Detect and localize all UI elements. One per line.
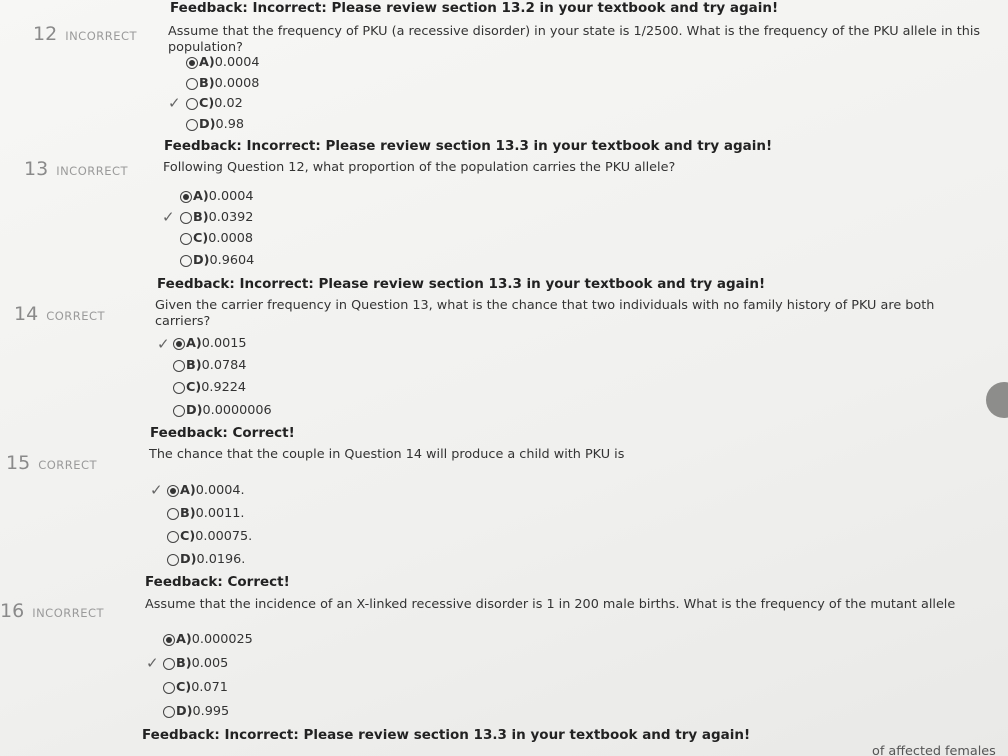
radio-icon[interactable] [173, 382, 185, 394]
question-feedback: Feedback: Incorrect: Please review section 13.3 in your textbook and try again! [157, 276, 766, 292]
radio-icon[interactable] [163, 706, 175, 718]
radio-icon[interactable] [180, 212, 192, 224]
radio-icon[interactable] [180, 233, 192, 245]
option-b[interactable]: B) 0.0008 [186, 76, 259, 91]
hole-punch-shadow [986, 382, 1008, 418]
radio-icon[interactable] [186, 98, 198, 110]
option-a[interactable]: A) 0.0004 [180, 189, 254, 204]
option-c[interactable]: C) 0.02 [186, 96, 243, 111]
option-d[interactable]: D) 0.0196. [167, 552, 245, 567]
radio-icon[interactable] [167, 554, 179, 566]
next-question-cutoff-text: of affected females [872, 744, 996, 756]
question-number: 15 CORRECT [6, 452, 98, 474]
option-d[interactable]: D) 0.98 [186, 117, 244, 132]
check-icon: ✓ [162, 208, 175, 226]
check-icon: ✓ [146, 654, 159, 672]
option-b[interactable]: B) 0.0011. [167, 506, 244, 521]
question-number: 13 INCORRECT [24, 158, 129, 180]
radio-selected-icon[interactable] [186, 57, 198, 69]
option-d[interactable]: D) 0.0000006 [173, 403, 272, 418]
question-feedback: Feedback: Correct! [145, 574, 290, 590]
question-feedback: Feedback: Incorrect: Please review section 13.3 in your textbook and try again! [164, 138, 773, 154]
radio-selected-icon[interactable] [167, 485, 179, 497]
radio-icon[interactable] [180, 255, 192, 267]
option-c[interactable]: C) 0.071 [163, 680, 228, 695]
question-text: Assume that the frequency of PKU (a recessive disorder) in your state is 1/2500. What is the frequency of the PKU allele in this population? [168, 24, 981, 55]
question-text: Following Question 12, what proportion of the population carries the PKU allele? [163, 160, 676, 175]
option-b[interactable]: B) 0.0392 [180, 210, 253, 225]
radio-selected-icon[interactable] [163, 634, 175, 646]
radio-selected-icon[interactable] [173, 338, 185, 350]
option-a[interactable]: A) 0.0015 [173, 336, 247, 351]
check-icon: ✓ [150, 481, 163, 499]
option-a[interactable]: A) 0.000025 [163, 632, 253, 647]
radio-icon[interactable] [186, 78, 198, 90]
radio-icon[interactable] [173, 360, 185, 372]
question-text: Given the carrier frequency in Question 13, what is the chance that two individuals with no family history of PKU are both carriers? [155, 298, 935, 329]
question-text: Assume that the incidence of an X-linked recessive disorder is 1 in 200 male births. What is the frequency of the mutant allele [145, 597, 956, 612]
question-number: 16 INCORRECT [0, 600, 105, 622]
radio-icon[interactable] [167, 508, 179, 520]
radio-selected-icon[interactable] [180, 191, 192, 203]
option-a[interactable]: A) 0.0004 [186, 55, 260, 70]
radio-icon[interactable] [163, 658, 175, 670]
question-status: INCORRECT [65, 29, 138, 43]
question-status: INCORRECT [32, 606, 105, 620]
option-d[interactable]: D) 0.995 [163, 704, 229, 719]
option-d[interactable]: D) 0.9604 [180, 253, 254, 268]
feedback-previous: Feedback: Incorrect: Please review section 13.2 in your textbook and try again! [170, 0, 779, 16]
question-feedback: Feedback: Correct! [150, 425, 295, 441]
question-status: CORRECT [38, 458, 98, 472]
question-number: 14 CORRECT [14, 303, 106, 325]
question-status: INCORRECT [56, 164, 129, 178]
radio-icon[interactable] [167, 531, 179, 543]
radio-icon[interactable] [163, 682, 175, 694]
radio-icon[interactable] [173, 405, 185, 417]
question-status: CORRECT [46, 309, 106, 323]
question-feedback: Feedback: Incorrect: Please review section 13.3 in your textbook and try again! [142, 727, 751, 743]
question-text: The chance that the couple in Question 14 will produce a child with PKU is [149, 447, 625, 462]
option-a[interactable]: A) 0.0004. [167, 483, 245, 498]
option-c[interactable]: C) 0.00075. [167, 529, 252, 544]
radio-icon[interactable] [186, 119, 198, 131]
question-number: 12 INCORRECT [33, 23, 138, 45]
check-icon: ✓ [157, 335, 170, 353]
option-c[interactable]: C) 0.0008 [180, 231, 253, 246]
option-c[interactable]: C) 0.9224 [173, 380, 246, 395]
option-b[interactable]: B) 0.0784 [173, 358, 246, 373]
option-b[interactable]: B) 0.005 [163, 656, 228, 671]
check-icon: ✓ [168, 94, 181, 112]
